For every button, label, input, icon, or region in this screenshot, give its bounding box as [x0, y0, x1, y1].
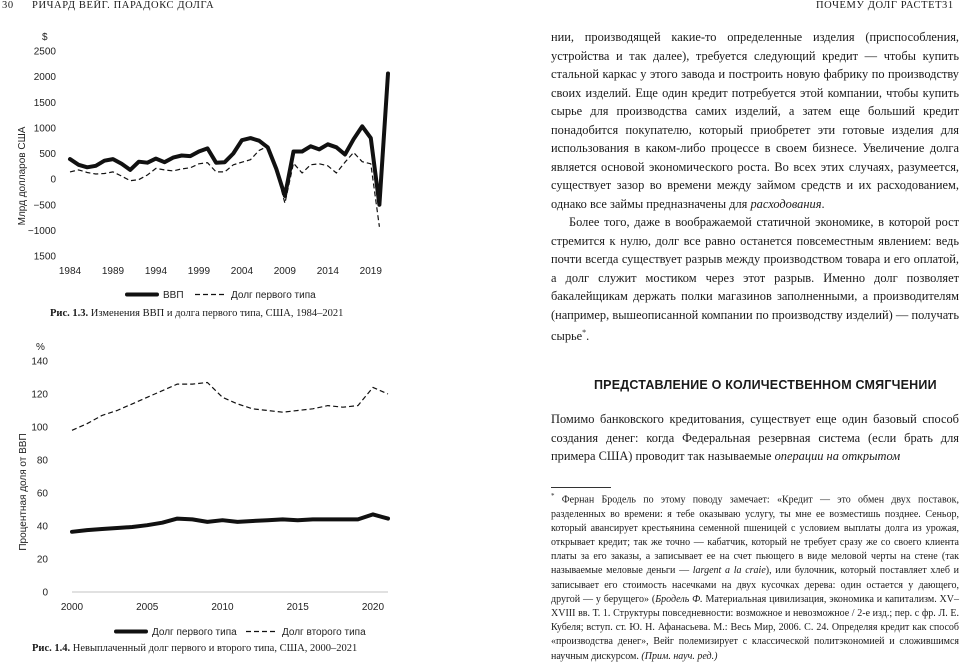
footnote-mark: *: [551, 492, 555, 500]
emphasis: операции на открытом: [774, 449, 901, 463]
x-tick-label: 2019: [359, 266, 382, 277]
y-tick-label: 0: [50, 174, 56, 186]
y-axis-label: Млрд долларов США: [17, 126, 28, 226]
y-tick-label: 2500: [33, 46, 56, 58]
footnote: * Фернан Бродель по этому поводу замечает: «Кредит — это обмен двух поставок, разделенных во времени: я тебе оказываю услугу, ты мне ее возместишь позднее. Сеньор, который авансирует крестьянина семенной пшеницей с условием выплаты долга из урожая, открывает кредит; так же точно — кабатчик, который не требует сразу же со своего клиента платы за его заказы, а записывает ее на счет пьющего в виде меловой черты на стене (так называемые меловые деньги — largent a la craie), или булочник, который поставляет хлеб и записывает его стоимость насечками на двух кусочках дерева: один остается у дающего, другой — у берущего» (Бродель Ф. Материальная цивилизация, экономика и капитализм. XV–XVIII вв. Т. 1. Структуры повседневности: возможное и невозможное / 2-е изд.; пер. с фр. Л. Е. Кубеля; вступ. ст. Ю. Н. Афанасьева. М.: Весь Мир, 2006. С. 24. Определяя кредит как способ «производства денег», Вейг полемизирует с классической политэкономией и сложившимся научным дискурсом. (Прим. науч. ред.): [551, 492, 959, 662]
paragraph-1: нии, производящей какие-то определенные изделия (приспособления, устройства и так далее), требуется следующий кредит — чтобы купить стальной каркас у этого завода и построить новую фабрику по производству своих изделий. Еще один кредит потребуется этой компании, чтобы купить сырье для производства самих изделий, а затем еще больший кредит понадобится покупателю, который приобретет эти готовые изделия для использования в каком-либо процессе в своем бизнесе. Увеличение долга является основой экономического роста. Во всех этих случаях, разумеется, существует зазор во времени между займом средств и их расходованием, однако все займы предназначены для расходования.: [551, 30, 959, 211]
y-tick-label: 80: [36, 455, 48, 467]
y-tick-label: 60: [36, 488, 48, 500]
body-text: [551, 28, 959, 346]
x-tick-label: 2009: [273, 266, 296, 277]
y-tick-label: 2000: [33, 72, 56, 84]
unit-label: %: [36, 342, 45, 353]
paragraph-2: Более того, даже в воображаемой статичной экономике, в которой рост стремится к нулю, долг все равно останется повсеместным явлением: ведь почти всегда существует разрыв между производством товара и его оплатой, а долг служит мостиком через этот разрыв. Именно долг позволяет бакалейщикам держать полки магазинов заполненными, а производителям (например, вышеописанной компании по производству изделий) — получать сырье*.: [551, 215, 959, 344]
footnote-mark[interactable]: *: [582, 328, 587, 337]
y-tick-label: 140: [31, 356, 48, 368]
figure-1-3-number: Рис. 1.3.: [50, 308, 89, 319]
x-tick-label: 2000: [60, 602, 84, 613]
y-tick-label: 1500: [33, 97, 56, 109]
figure-1-3-title: Изменения ВВП и долга первого типа, США, 1984–2021: [88, 308, 344, 319]
y-tick-label: −500: [33, 200, 56, 212]
x-tick-label: 1984: [58, 266, 82, 277]
x-tick-label: 2005: [136, 602, 159, 613]
legend-label-1: Долг первого типа: [152, 627, 237, 638]
x-tick-label: 2020: [361, 602, 385, 613]
x-tick-label: 2015: [286, 602, 309, 613]
y-tick-label: 20: [36, 554, 48, 566]
x-tick-label: 2010: [211, 602, 234, 613]
y-axis-label: Процентная доля от ВВП: [18, 433, 29, 551]
x-tick-label: 1999: [187, 266, 211, 277]
x-tick-label: 1994: [144, 266, 168, 277]
series-line-2: [70, 146, 379, 227]
y-tick-label: 1500: [33, 251, 56, 263]
legend-label-2: Долг первого типа: [231, 290, 316, 301]
figure-1-4-caption: [32, 643, 357, 654]
body-text-2: [551, 410, 959, 466]
emphasis: расходования: [750, 196, 822, 211]
left-page-number: 30: [2, 0, 14, 11]
right-running-head: ПОЧЕМУ ДОЛГ РАСТЕТ: [816, 0, 943, 11]
x-tick-label: 1989: [101, 266, 125, 277]
y-tick-label: 0: [42, 587, 48, 599]
series-line-1: [72, 514, 388, 531]
y-tick-label: 500: [39, 149, 56, 160]
paragraph-3: Помимо банковского кредитования, существует еще один базовый способ создания денег: когда Федеральная резервная система (если брать для примера США) проводит так называемые операции на открытом: [551, 412, 959, 463]
right-page-number: 31: [942, 0, 954, 11]
figure-1-4-chart: [0, 338, 420, 638]
x-tick-label: 2014: [316, 266, 339, 277]
figure-1-3-chart: [0, 28, 420, 303]
footnote-divider: [551, 487, 611, 488]
y-tick-label: 100: [31, 422, 48, 434]
series-line-2: [72, 383, 388, 431]
figure-1-3-caption: [50, 308, 343, 319]
legend-label-1: ВВП: [163, 290, 184, 301]
unit-label: $: [42, 32, 48, 43]
legend-label-2: Долг второго типа: [282, 627, 366, 638]
figure-1-4-number: Рис. 1.4.: [32, 643, 71, 654]
y-tick-label: 40: [36, 521, 48, 533]
y-tick-label: −1000: [27, 225, 56, 237]
y-tick-label: 1000: [33, 123, 56, 135]
y-tick-label: 120: [31, 389, 48, 401]
figure-1-4-title: Невыплаченный долг первого и второго типа, США, 2000–2021: [70, 643, 358, 654]
left-running-head: РИЧАРД ВЕЙГ. ПАРАДОКС ДОЛГА: [32, 0, 215, 11]
section-heading: ПРЕДСТАВЛЕНИЕ О КОЛИЧЕСТВЕННОМ СМЯГЧЕНИИ: [594, 378, 937, 392]
x-tick-label: 2004: [230, 266, 254, 277]
series-line-1: [70, 74, 388, 205]
